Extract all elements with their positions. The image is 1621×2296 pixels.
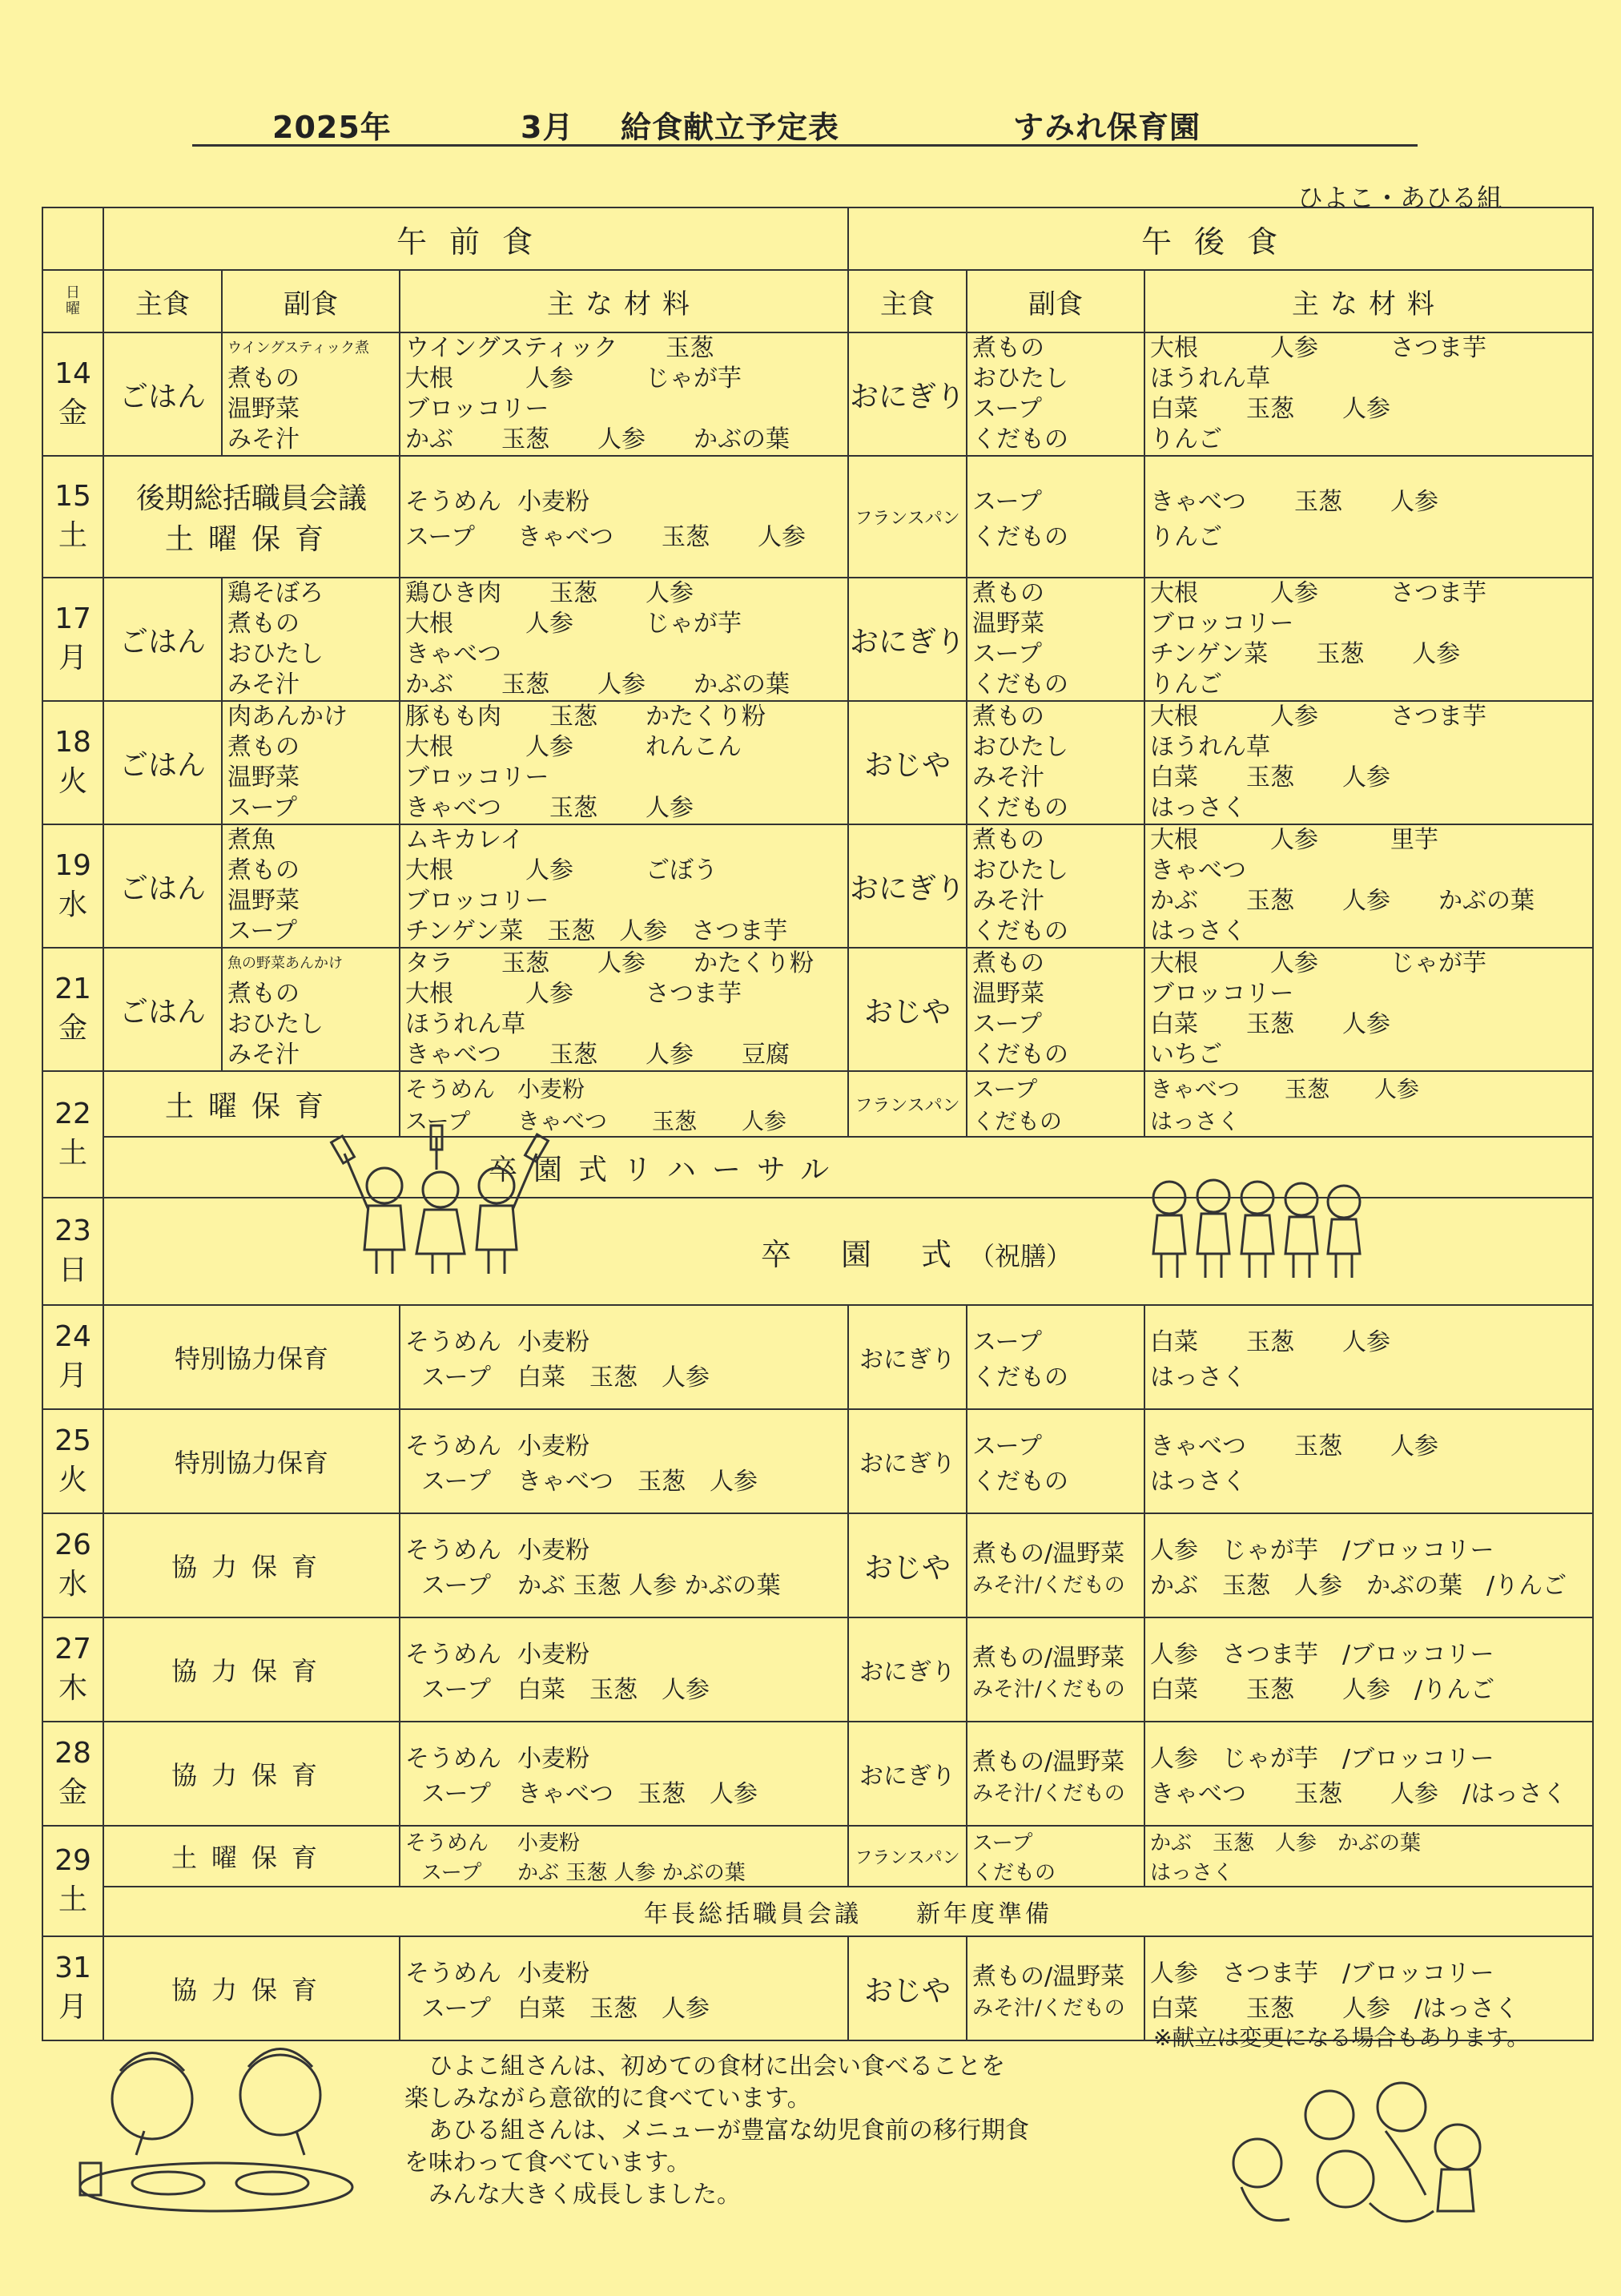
day-cell: 19 水	[42, 824, 103, 948]
side-cell: ウイングスティック煮 煮もの 温野菜 みそ汁	[222, 332, 400, 456]
pm-staple-cell: おにぎり	[848, 1409, 967, 1513]
pm-staple-cell: フランスパン	[848, 1826, 967, 1887]
ingredients-cell: そうめん 小麦粉 スープ きゃべつ 玉葱 人参	[400, 1071, 848, 1137]
care-cell: 土曜保育	[103, 1826, 400, 1887]
pm-staple-header: 主食	[848, 270, 967, 332]
pm-side-cell: 煮もの おひたし みそ汁 くだもの	[967, 824, 1144, 948]
title-month: 3月	[521, 110, 574, 145]
page-title	[192, 103, 1418, 147]
pm-side-cell: スープ くだもの	[967, 1071, 1144, 1137]
table-row	[42, 948, 1593, 1071]
table-row	[42, 1513, 1593, 1617]
side-cell: 鶏そぼろ 煮もの おひたし みそ汁	[222, 578, 400, 701]
pm-ingredients-cell: 大根 人参 里芋 きゃべつ かぶ 玉葱 人参 かぶの葉 はっさく	[1144, 824, 1593, 948]
pm-ingredients-cell: きゃべつ 玉葱 人参 はっさく	[1144, 1071, 1593, 1137]
staple-cell: ごはん	[103, 948, 222, 1071]
title-text: 給食献立予定表	[621, 110, 840, 145]
care-cell: 土曜保育	[103, 1071, 400, 1137]
table-row	[42, 1826, 1593, 1887]
day-cell: 27 木	[42, 1617, 103, 1722]
ingredients-cell: タラ 玉葱 人参 かたくり粉 大根 人参 さつま芋 ほうれん草 きゃべつ 玉葱 人参 豆腐	[400, 948, 848, 1071]
day-cell: 14 金	[42, 332, 103, 456]
pm-ingredients-header: 主な材料	[1144, 270, 1593, 332]
ingredients-cell: 豚もも肉 玉葱 かたくり粉 大根 人参 れんこん ブロッコリー きゃべつ 玉葱 人参	[400, 701, 848, 824]
pm-staple-cell: おじや	[848, 701, 967, 824]
pm-staple-cell: おにぎり	[848, 332, 967, 456]
table-row	[42, 1722, 1593, 1826]
pm-side-cell: スープ くだもの	[967, 1409, 1144, 1513]
day-cell: 28 金	[42, 1722, 103, 1826]
pm-ingredients-cell: 人参 じゃが芋 /ブロッコリー きゃべつ 玉葱 人参 /はっさく	[1144, 1722, 1593, 1826]
ceremony-cell: 卒 園 式 （祝膳）	[103, 1198, 1593, 1305]
ingredients-cell: ウイングスティック 玉葱 大根 人参 じゃが芋 ブロッコリー かぶ 玉葱 人参 かぶの葉	[400, 332, 848, 456]
ingredients-cell: そうめん 小麦粉 スープ きゃべつ 玉葱 人参	[400, 1722, 848, 1826]
day-cell: 15 土	[42, 456, 103, 578]
pm-side-header: 副食	[967, 270, 1144, 332]
pm-ingredients-cell: 人参 さつま芋 /ブロッコリー 白菜 玉葱 人参 /りんご	[1144, 1617, 1593, 1722]
pm-staple-cell: おにぎり	[848, 1305, 967, 1409]
day-cell: 24 月	[42, 1305, 103, 1409]
children-illustration	[1137, 1174, 1378, 1286]
pm-staple-cell: おじや	[848, 948, 967, 1071]
pm-ingredients-cell: 人参 さつま芋 /ブロッコリー 白菜 玉葱 人参 /はっさく	[1144, 1936, 1593, 2040]
pm-ingredients-cell: 大根 人参 じゃが芋 ブロッコリー 白菜 玉葱 人参 いちご	[1144, 948, 1593, 1071]
day-cell: 21 金	[42, 948, 103, 1071]
table-row	[42, 1305, 1593, 1409]
pm-ingredients-cell: きゃべつ 玉葱 人参 りんご	[1144, 456, 1593, 578]
day-cell: 29 土	[42, 1826, 103, 1936]
pm-staple-cell: おにぎり	[848, 824, 967, 948]
table-row	[42, 1071, 1593, 1137]
ingredients-cell: そうめん 小麦粉 スープ 白菜 玉葱 人参	[400, 1617, 848, 1722]
side-header: 副食	[222, 270, 400, 332]
ingredients-cell: そうめん 小麦粉 スープ 白菜 玉葱 人参	[400, 1305, 848, 1409]
pm-side-cell: 煮もの/温野菜 みそ汁/くだもの	[967, 1513, 1144, 1617]
table-row	[42, 578, 1593, 701]
graduates-illustration	[320, 1122, 561, 1282]
pm-ingredients-cell: 大根 人参 さつま芋 ほうれん草 白菜 玉葱 人参 はっさく	[1144, 701, 1593, 824]
pm-side-cell: 煮もの おひたし みそ汁 くだもの	[967, 701, 1144, 824]
day-cell: 17 月	[42, 578, 103, 701]
menu-table	[42, 207, 1594, 2041]
day-cell: 25 火	[42, 1409, 103, 1513]
table-row	[42, 1409, 1593, 1513]
staple-cell: ごはん	[103, 701, 222, 824]
footer-message: ひよこ組さんは、初めての食材に出会い食べることを 楽しみながら意欲的に食べています。 あひる組さんは、メニューが豊富な幼児食前の移行期食 を味わって食べています。 みんな大きく成長しました。	[404, 2052, 1029, 2209]
ingredients-cell: そうめん 小麦粉 スープ かぶ 玉葱 人参 かぶの葉	[400, 1826, 848, 1887]
day-cell: 22 土	[42, 1071, 103, 1198]
table-row	[42, 1887, 1593, 1936]
change-note: ※献立は変更になる場合もあります。	[1153, 2024, 1530, 2051]
ingredients-cell: そうめん 小麦粉 スープ かぶ 玉葱 人参 かぶの葉	[400, 1513, 848, 1617]
title-year: 2025年	[272, 110, 392, 145]
blank-corner	[42, 207, 103, 270]
table-row	[42, 456, 1593, 578]
event-cell: 後期総括職員会議 土曜保育	[103, 456, 400, 578]
date-header: 日曜	[42, 270, 103, 332]
event-cell: 年長総括職員会議 新年度準備	[103, 1887, 1593, 1936]
pm-staple-cell: おにぎり	[848, 578, 967, 701]
pm-side-cell: スープ くだもの	[967, 1305, 1144, 1409]
care-cell: 特別協力保育	[103, 1305, 400, 1409]
pm-side-cell: スープ くだもの	[967, 456, 1144, 578]
pm-staple-cell: おにぎり	[848, 1722, 967, 1826]
ingredients-cell: そうめん 小麦粉 スープ きゃべつ 玉葱 人参	[400, 1409, 848, 1513]
pm-ingredients-cell: 大根 人参 さつま芋 ほうれん草 白菜 玉葱 人参 りんご	[1144, 332, 1593, 456]
staple-cell: ごはん	[103, 332, 222, 456]
pm-staple-cell: おじや	[848, 1936, 967, 2040]
rehearsal-cell: 卒園式リハーサル	[103, 1137, 1593, 1198]
pm-side-cell: スープ くだもの	[967, 1826, 1144, 1887]
pm-side-cell: 煮もの 温野菜 スープ くだもの	[967, 948, 1144, 1071]
pm-side-cell: 煮もの/温野菜 みそ汁/くだもの	[967, 1617, 1144, 1722]
day-cell: 31 月	[42, 1936, 103, 2040]
day-cell: 23 日	[42, 1198, 103, 1305]
staple-cell: ごはん	[103, 824, 222, 948]
pm-ingredients-cell: きゃべつ 玉葱 人参 はっさく	[1144, 1409, 1593, 1513]
pm-ingredients-cell: かぶ 玉葱 人参 かぶの葉 はっさく	[1144, 1826, 1593, 1887]
table-row	[42, 824, 1593, 948]
title-school: すみれ保育園	[1013, 110, 1201, 145]
side-cell: 魚の野菜あんかけ 煮もの おひたし みそ汁	[222, 948, 400, 1071]
side-cell: 煮魚 煮もの 温野菜 スープ	[222, 824, 400, 948]
pm-ingredients-cell: 大根 人参 さつま芋 ブロッコリー チンゲン菜 玉葱 人参 りんご	[1144, 578, 1593, 701]
pm-staple-cell: フランスパン	[848, 1071, 967, 1137]
pm-staple-cell: おにぎり	[848, 1617, 967, 1722]
class-label: ひよこ・あひる組	[1297, 183, 1503, 213]
ingredients-cell: ムキカレイ 大根 人参 ごぼう ブロッコリー チンゲン菜 玉葱 人参 さつま芋	[400, 824, 848, 948]
snack-header: 午後食	[848, 207, 1593, 270]
table-row	[42, 1617, 1593, 1722]
pm-side-cell: 煮もの/温野菜 みそ汁/くだもの	[967, 1722, 1144, 1826]
pm-side-cell: 煮もの/温野菜 みそ汁/くだもの	[967, 1936, 1144, 2040]
pm-staple-cell: おじや	[848, 1513, 967, 1617]
playing-children-illustration	[1209, 2075, 1506, 2235]
table-row	[42, 701, 1593, 824]
lunch-header: 午前食	[103, 207, 848, 270]
ingredients-cell: そうめん 小麦粉 スープ きゃべつ 玉葱 人参	[400, 456, 848, 578]
pm-ingredients-cell: 白菜 玉葱 人参 はっさく	[1144, 1305, 1593, 1409]
care-cell: 協力保育	[103, 1936, 400, 2040]
care-cell: 協力保育	[103, 1617, 400, 1722]
day-cell: 26 水	[42, 1513, 103, 1617]
side-cell: 肉あんかけ 煮もの 温野菜 スープ	[222, 701, 400, 824]
care-cell: 協力保育	[103, 1513, 400, 1617]
staple-header: 主食	[103, 270, 222, 332]
eating-children-illustration	[64, 2035, 368, 2235]
pm-side-cell: 煮もの おひたし スープ くだもの	[967, 332, 1144, 456]
day-cell: 18 火	[42, 701, 103, 824]
pm-side-cell: 煮もの 温野菜 スープ くだもの	[967, 578, 1144, 701]
table-row	[42, 332, 1593, 456]
pm-ingredients-cell: 人参 じゃが芋 /ブロッコリー かぶ 玉葱 人参 かぶの葉 /りんご	[1144, 1513, 1593, 1617]
pm-staple-cell: フランスパン	[848, 456, 967, 578]
staple-cell: ごはん	[103, 578, 222, 701]
ingredients-header: 主な材料	[400, 270, 848, 332]
care-cell: 特別協力保育	[103, 1409, 400, 1513]
ingredients-cell: そうめん 小麦粉 スープ 白菜 玉葱 人参	[400, 1936, 848, 2040]
ingredients-cell: 鶏ひき肉 玉葱 人参 大根 人参 じゃが芋 きゃべつ かぶ 玉葱 人参 かぶの葉	[400, 578, 848, 701]
care-cell: 協力保育	[103, 1722, 400, 1826]
